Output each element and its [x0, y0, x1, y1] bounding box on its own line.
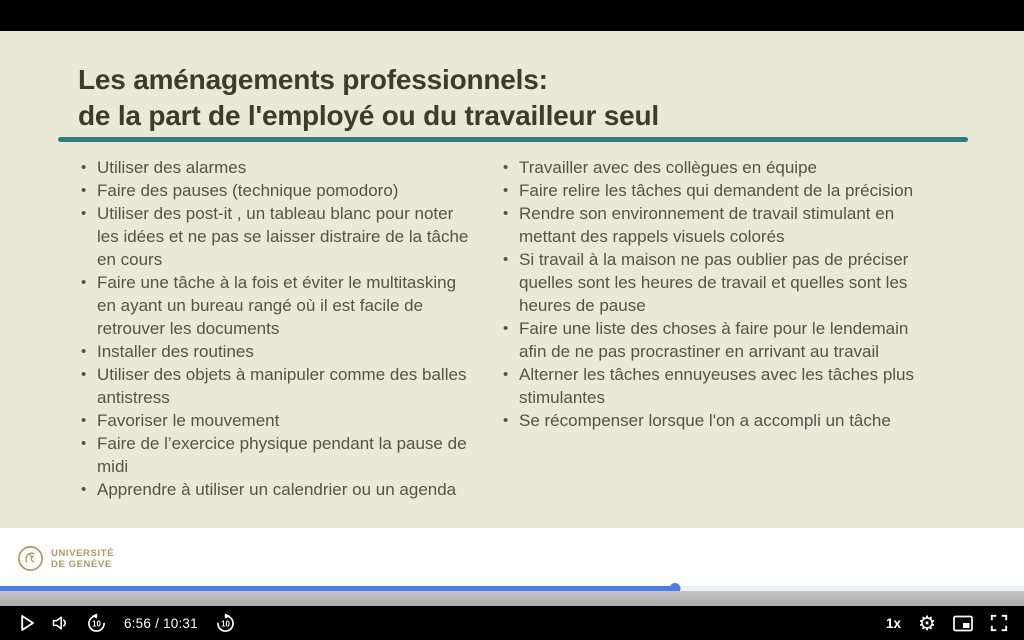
bullet-item: • Faire de l’exercice physique pendant la pause de midi: [80, 432, 472, 478]
slide-title-line1: Les aménagements professionnels:: [78, 64, 548, 95]
bullet-list-right: [502, 156, 934, 501]
play-button[interactable]: [20, 614, 35, 632]
playback-speed-button[interactable]: 1x: [886, 615, 902, 631]
unige-logo-text: [51, 548, 114, 570]
time-display: [124, 616, 198, 631]
play-icon: [20, 614, 35, 632]
bullet-columns: [80, 156, 1024, 501]
unige-logo-line2: DE GENÈVE: [51, 558, 112, 570]
bullet-item: • Rendre son environnement de travail stimulant en mettant des rappels visuels colorés: [502, 202, 934, 248]
slide-title: [0, 31, 1024, 134]
settings-gear-icon: ⚙: [918, 611, 936, 635]
controls-left: [20, 613, 236, 634]
svg-text:10: 10: [220, 619, 230, 629]
settings-button[interactable]: [918, 613, 936, 633]
bullet-item: • Utiliser des post-it , un tableau blanc pour noter les idées et ne pas se laisser distraire de la tâche en cours: [80, 202, 472, 271]
slide: [0, 31, 1024, 528]
rewind-10-icon: [86, 613, 107, 634]
bullet-item: • Apprendre à utiliser un calendrier ou un agenda: [80, 478, 472, 501]
slide-title-line2: de la part de l'employé ou du travailleur seul: [78, 100, 659, 131]
time-current: 6:56: [124, 615, 152, 631]
volume-icon: [52, 615, 69, 631]
time-separator: /: [155, 615, 160, 631]
bullet-item: • Installer des routines: [80, 340, 472, 363]
bullet-item: • Utiliser des objets à manipuler comme des balles antistress: [80, 363, 472, 409]
bullet-item: • Faire une tâche à la fois et éviter le multitasking en ayant un bureau rangé où il est facile de retrouver les documents: [80, 271, 472, 340]
bullet-item: • Faire des pauses (technique pomodoro): [80, 179, 472, 202]
unige-seal-icon: [17, 545, 44, 572]
bullet-list-left: [80, 156, 472, 501]
rewind-10-button[interactable]: [86, 613, 107, 634]
fullscreen-icon: [990, 614, 1008, 632]
forward-10-icon: [215, 613, 236, 634]
bullet-item: • Alterner les tâches ennuyeuses avec les tâches plus stimulantes: [502, 363, 934, 409]
time-duration: 10:31: [163, 615, 198, 631]
bullet-item: • Faire une liste des choses à faire pour le lendemain afin de ne pas procrastiner en arrivant au travail: [502, 317, 934, 363]
bullet-item: • Faire relire les tâches qui demandent de la précision: [502, 179, 934, 202]
bullet-item: • Se récompenser lorsque l'on a accompli un tâche: [502, 409, 934, 432]
picture-in-picture-icon: [953, 615, 973, 632]
pip-button[interactable]: [953, 615, 973, 632]
bullet-item: • Travailler avec des collègues en équipe: [502, 156, 934, 179]
controls-right: [886, 613, 1008, 633]
bullet-item: • Favoriser le mouvement: [80, 409, 472, 432]
player-chrome-strip: [0, 591, 1024, 606]
title-underline: [58, 137, 968, 142]
unige-logo: [17, 545, 114, 572]
svg-text:10: 10: [92, 619, 101, 629]
player-controls: [0, 606, 1024, 640]
slide-footer: [0, 528, 1024, 586]
fullscreen-button[interactable]: [990, 614, 1008, 632]
letterbox-top: [0, 0, 1024, 31]
forward-10-button[interactable]: [215, 613, 236, 634]
volume-button[interactable]: [52, 615, 69, 631]
unige-logo-line1: UNIVERSITÉ: [51, 547, 115, 559]
bullet-item: • Utiliser des alarmes: [80, 156, 472, 179]
bullet-item: • Si travail à la maison ne pas oublier pas de préciser quelles sont les heures de travail et quelles sont les heures de pause: [502, 248, 934, 317]
